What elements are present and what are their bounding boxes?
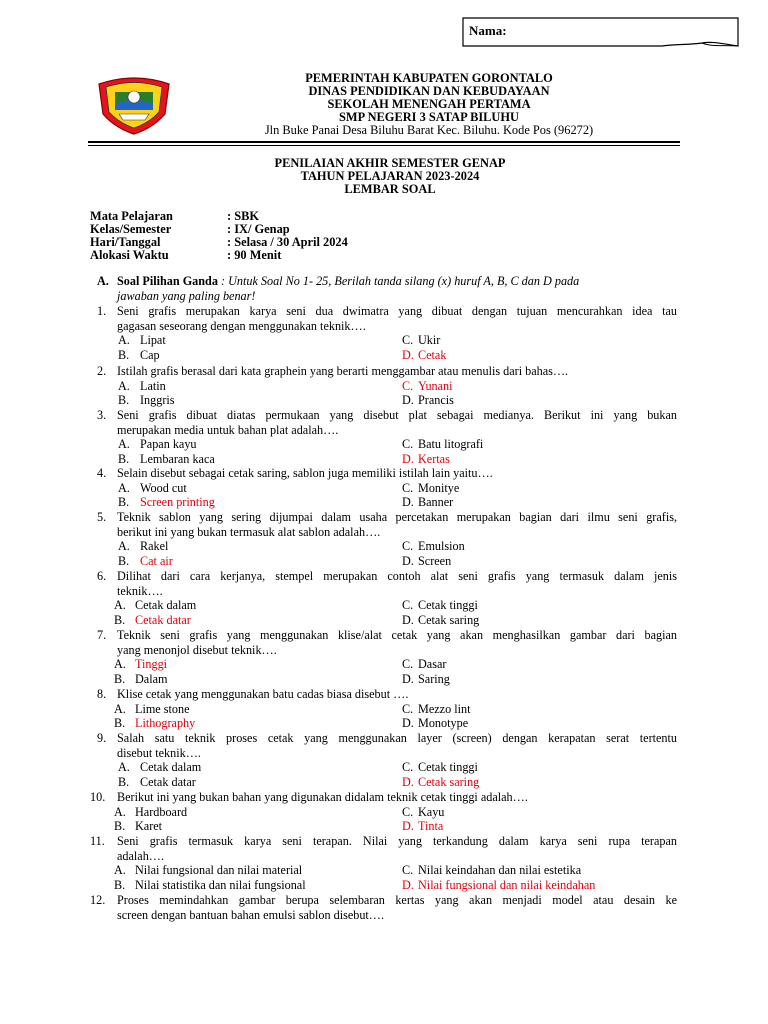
option-text: Nilai statistika dan nilai fungsional xyxy=(135,877,306,892)
option-letter: C. xyxy=(402,480,414,495)
option-letter: B. xyxy=(118,495,130,510)
header-line-4: SMP NEGERI 3 SATAP BILUHU xyxy=(339,110,519,124)
question-text: gagasan seseorang dengan menggunakan teknik…. xyxy=(117,318,366,333)
question-text: screen dengan bantuan bahan emulsi sablon disebut…. xyxy=(117,907,385,922)
question-number: 11. xyxy=(90,834,105,848)
option-letter: B. xyxy=(118,393,130,408)
question-number: 3. xyxy=(97,408,107,422)
info-value: : SBK xyxy=(227,209,260,223)
option-text: Wood cut xyxy=(140,480,187,495)
question-text: merupakan media untuk bahan plat adalah…. xyxy=(117,422,339,437)
option-text: Cetak tinggi xyxy=(418,760,478,775)
option[interactable] xyxy=(402,760,478,775)
option-letter: B. xyxy=(114,716,126,731)
option[interactable] xyxy=(402,378,453,394)
option[interactable] xyxy=(114,701,190,717)
option-letter: A. xyxy=(114,701,126,716)
question-text: teknik…. xyxy=(117,583,163,598)
option[interactable] xyxy=(402,553,452,569)
option-text-answer: Kertas xyxy=(418,451,450,466)
option-text: Emulsion xyxy=(418,539,465,554)
option-letter: D. xyxy=(402,347,414,362)
option[interactable] xyxy=(114,716,196,731)
option-letter: D. xyxy=(402,393,414,408)
option-text: Cetak dalam xyxy=(140,760,202,775)
question-text: berikut ini yang bukan termasuk alat sablon adalah…. xyxy=(117,524,381,539)
option-letter: C. xyxy=(402,804,414,819)
option-letter: D. xyxy=(402,495,414,510)
option[interactable] xyxy=(402,877,596,893)
option[interactable] xyxy=(402,657,447,672)
option[interactable] xyxy=(114,877,306,893)
exam-title-2: TAHUN PELAJARAN 2023-2024 xyxy=(300,169,480,183)
option[interactable] xyxy=(118,393,175,408)
option-letter: A. xyxy=(114,657,126,672)
option-text: Hardboard xyxy=(135,804,188,819)
option-letter: A. xyxy=(114,598,126,613)
question-number: 6. xyxy=(97,569,107,583)
option-text: Lipat xyxy=(140,333,166,348)
option[interactable] xyxy=(114,819,163,834)
info-key: Alokasi Waktu xyxy=(90,248,169,262)
option-letter: A. xyxy=(118,539,130,554)
option-letter: B. xyxy=(114,877,126,892)
question-text: Seni grafis merupakan karya seni dua dwimatra yang dibuat dengan tujuan mencurahkan idea tau xyxy=(117,304,677,318)
header-rule-thin xyxy=(88,145,680,146)
question-text: Salah satu teknik proses cetak yang menggunakan layer (screen) dengan kerapatan serat tertentu xyxy=(117,731,677,745)
info-value: : IX/ Genap xyxy=(227,222,290,236)
option[interactable] xyxy=(118,451,215,467)
question-text: Seni grafis termasuk karya seni terapan. Nilai yang terkandung dalam karya seni rupa terapan xyxy=(117,834,677,848)
question-number: 12. xyxy=(90,893,106,907)
question-number: 5. xyxy=(97,510,107,524)
option-text-answer: Tinta xyxy=(418,819,444,834)
option[interactable] xyxy=(402,437,484,452)
option-text-answer: Cat air xyxy=(140,553,173,568)
option-text-answer: Tinggi xyxy=(135,657,168,672)
option[interactable] xyxy=(402,347,447,363)
option-text: Cetak saring xyxy=(418,612,480,627)
option[interactable] xyxy=(402,819,444,834)
option-text-answer: Cetak xyxy=(418,347,447,362)
question-number: 10. xyxy=(90,790,106,804)
option[interactable] xyxy=(402,393,454,408)
option-text: Saring xyxy=(418,671,450,686)
option[interactable] xyxy=(118,378,166,394)
option[interactable] xyxy=(114,863,303,878)
option[interactable] xyxy=(114,657,168,672)
info-value: : Selasa / 30 April 2024 xyxy=(227,235,348,249)
option-text-answer: Screen printing xyxy=(140,495,215,510)
section-instruction: : Untuk Soal No 1- 25, Berilah tanda silang (x) huruf A, B, C dan D pada xyxy=(217,274,580,288)
option[interactable] xyxy=(402,671,450,687)
question-text: Berikut ini yang bukan bahan yang digunakan didalam teknik cetak tinggi adalah…. xyxy=(117,790,528,804)
option-letter: A. xyxy=(114,804,126,819)
option-letter: D. xyxy=(402,553,414,568)
option-text: Batu litografi xyxy=(418,437,484,452)
info-key: Mata Pelajaran xyxy=(90,209,173,223)
name-box xyxy=(462,17,738,46)
option[interactable] xyxy=(114,804,188,820)
question-number: 9. xyxy=(97,731,107,745)
question-number: 1. xyxy=(97,304,107,318)
option-letter: D. xyxy=(402,612,414,627)
option-text-answer: Nilai fungsional dan nilai keindahan xyxy=(418,877,596,892)
question-text: disebut teknik…. xyxy=(117,745,201,760)
option-text-answer: Cetak saring xyxy=(418,774,480,789)
section-label: A. xyxy=(97,274,109,288)
option-letter: D. xyxy=(402,451,414,466)
section-heading xyxy=(117,274,677,289)
question-text: Istilah grafis berasal dari kata graphein yang berarti menggambar atau menulis dari bahas…. xyxy=(117,364,569,378)
option-letter: B. xyxy=(118,347,130,362)
question-text: adalah…. xyxy=(117,848,165,863)
option[interactable] xyxy=(402,480,460,496)
option[interactable] xyxy=(118,553,173,569)
option-letter: A. xyxy=(118,437,130,452)
question-number: 7. xyxy=(97,628,107,642)
option[interactable] xyxy=(402,539,465,554)
option-text: Mezzo lint xyxy=(418,701,471,716)
option-letter: C. xyxy=(402,701,414,716)
option-letter: B. xyxy=(118,553,130,568)
question-text: Seni grafis dibuat diatas permukaan yang disebut plat sebagai medianya. Berikut ini yang bukan xyxy=(117,408,677,422)
header-line-1: PEMERINTAH KABUPATEN GORONTALO xyxy=(305,71,553,85)
option[interactable] xyxy=(402,333,441,348)
question-number: 2. xyxy=(97,364,107,378)
option-letter: B. xyxy=(114,819,126,834)
option-text: Dasar xyxy=(418,657,447,672)
option-letter: C. xyxy=(402,333,414,348)
option-letter: A. xyxy=(118,480,130,495)
option-letter: D. xyxy=(402,877,414,892)
option-letter: C. xyxy=(402,598,414,613)
question-text: yang menonjol disebut teknik…. xyxy=(117,642,277,657)
option[interactable] xyxy=(402,863,582,878)
option-text: Papan kayu xyxy=(140,437,197,452)
option-letter: B. xyxy=(114,671,126,686)
header-line-3: SEKOLAH MENENGAH PERTAMA xyxy=(327,97,531,111)
question-text: Proses memindahkan gambar berupa selembaran kertas yang akan menjadi model atau desain ke xyxy=(117,893,677,907)
option[interactable] xyxy=(118,495,215,510)
option-letter: A. xyxy=(118,378,130,393)
option-letter: A. xyxy=(114,863,126,878)
option[interactable] xyxy=(118,437,197,452)
option-text: Cap xyxy=(140,347,160,362)
header-line-2: DINAS PENDIDIKAN DAN KEBUDAYAAN xyxy=(308,84,550,98)
option-letter: C. xyxy=(402,539,414,554)
option-letter: D. xyxy=(402,774,414,789)
option-text-answer: Yunani xyxy=(418,378,453,393)
option-letter: D. xyxy=(402,819,414,834)
option[interactable] xyxy=(402,774,480,790)
question-number: 8. xyxy=(97,687,107,701)
info-key: Kelas/Semester xyxy=(90,222,172,236)
option[interactable] xyxy=(402,451,450,467)
option-text: Latin xyxy=(140,378,166,393)
option-letter: C. xyxy=(402,657,414,672)
option[interactable] xyxy=(114,671,168,687)
exam-title-1: PENILAIAN AKHIR SEMESTER GENAP xyxy=(274,156,506,170)
option-text: Ukir xyxy=(418,333,441,348)
section-instruction-cont: jawaban yang paling benar! xyxy=(117,289,256,303)
option[interactable] xyxy=(118,774,196,790)
option-letter: A. xyxy=(118,333,130,348)
info-value: : 90 Menit xyxy=(227,248,282,262)
option-text: Cetak datar xyxy=(140,774,196,789)
option-text: Karet xyxy=(135,819,163,834)
question-text: Dilihat dari cara kerjanya, stempel merupakan contoh alat seni grafis yang termasuk dalam jenis xyxy=(117,569,677,583)
option-letter: C. xyxy=(402,863,414,878)
option-text: Monitye xyxy=(418,480,460,495)
option-text: Dalam xyxy=(135,671,168,686)
option[interactable] xyxy=(114,612,191,628)
question-text: Selain disebut sebagai cetak saring, sablon juga memiliki istilah lain yaitu…. xyxy=(117,466,493,480)
question-text: Teknik sablon yang sering dijumpai dalam usaha percetakan merupakan bagian dari ilmu seni grafis, xyxy=(117,510,677,524)
option-text: Cetak dalam xyxy=(135,598,197,613)
option-letter: D. xyxy=(402,716,414,731)
option-text: Lime stone xyxy=(135,701,190,716)
question-text: Klise cetak yang menggunakan batu cadas biasa disebut …. xyxy=(117,687,409,701)
header-address: Jln Buke Panai Desa Biluhu Barat Kec. Biluhu. Kode Pos (96272) xyxy=(264,123,594,137)
option-letter: A. xyxy=(118,760,130,775)
option-text: Nilai keindahan dan nilai estetika xyxy=(418,863,582,878)
option-text: Nilai fungsional dan nilai material xyxy=(135,863,303,878)
option[interactable] xyxy=(402,716,469,731)
option-letter: B. xyxy=(118,774,130,789)
option-letter: B. xyxy=(114,612,126,627)
option-letter: C. xyxy=(402,437,414,452)
option[interactable] xyxy=(118,480,187,496)
question-number: 4. xyxy=(97,466,107,480)
option-text: Monotype xyxy=(418,716,469,731)
option[interactable] xyxy=(402,495,454,510)
option-text: Banner xyxy=(418,495,454,510)
option-text: Lembaran kaca xyxy=(140,451,215,466)
info-key: Hari/Tanggal xyxy=(90,235,161,249)
option-text: Cetak tinggi xyxy=(418,598,478,613)
regency-logo xyxy=(93,74,175,136)
option-text: Kayu xyxy=(418,804,445,819)
header-rule-thick xyxy=(88,141,680,143)
option[interactable] xyxy=(118,539,169,554)
name-label: Nama: xyxy=(469,23,507,38)
option[interactable] xyxy=(402,804,445,820)
option-letter: B. xyxy=(118,451,130,466)
option-text: Rakel xyxy=(140,539,169,554)
option-text: Screen xyxy=(418,553,452,568)
option-letter: C. xyxy=(402,760,414,775)
exam-title-3: LEMBAR SOAL xyxy=(344,182,436,196)
option[interactable] xyxy=(402,701,471,717)
option[interactable] xyxy=(114,598,197,613)
option-text: Inggris xyxy=(140,393,175,408)
option[interactable] xyxy=(118,347,160,363)
option-text-answer: Lithography xyxy=(135,716,196,731)
option-letter: D. xyxy=(402,671,414,686)
option[interactable] xyxy=(402,612,480,628)
question-text: Teknik seni grafis yang menggunakan klise/alat cetak yang akan menghasilkan gambar dari bagian xyxy=(117,628,677,642)
option-letter: C. xyxy=(402,378,414,393)
option-text: Prancis xyxy=(418,393,454,408)
option[interactable] xyxy=(118,333,166,348)
option-text-answer: Cetak datar xyxy=(135,612,191,627)
option[interactable] xyxy=(402,598,478,613)
option[interactable] xyxy=(118,760,202,775)
section-title: Soal Pilihan Ganda xyxy=(117,274,218,288)
